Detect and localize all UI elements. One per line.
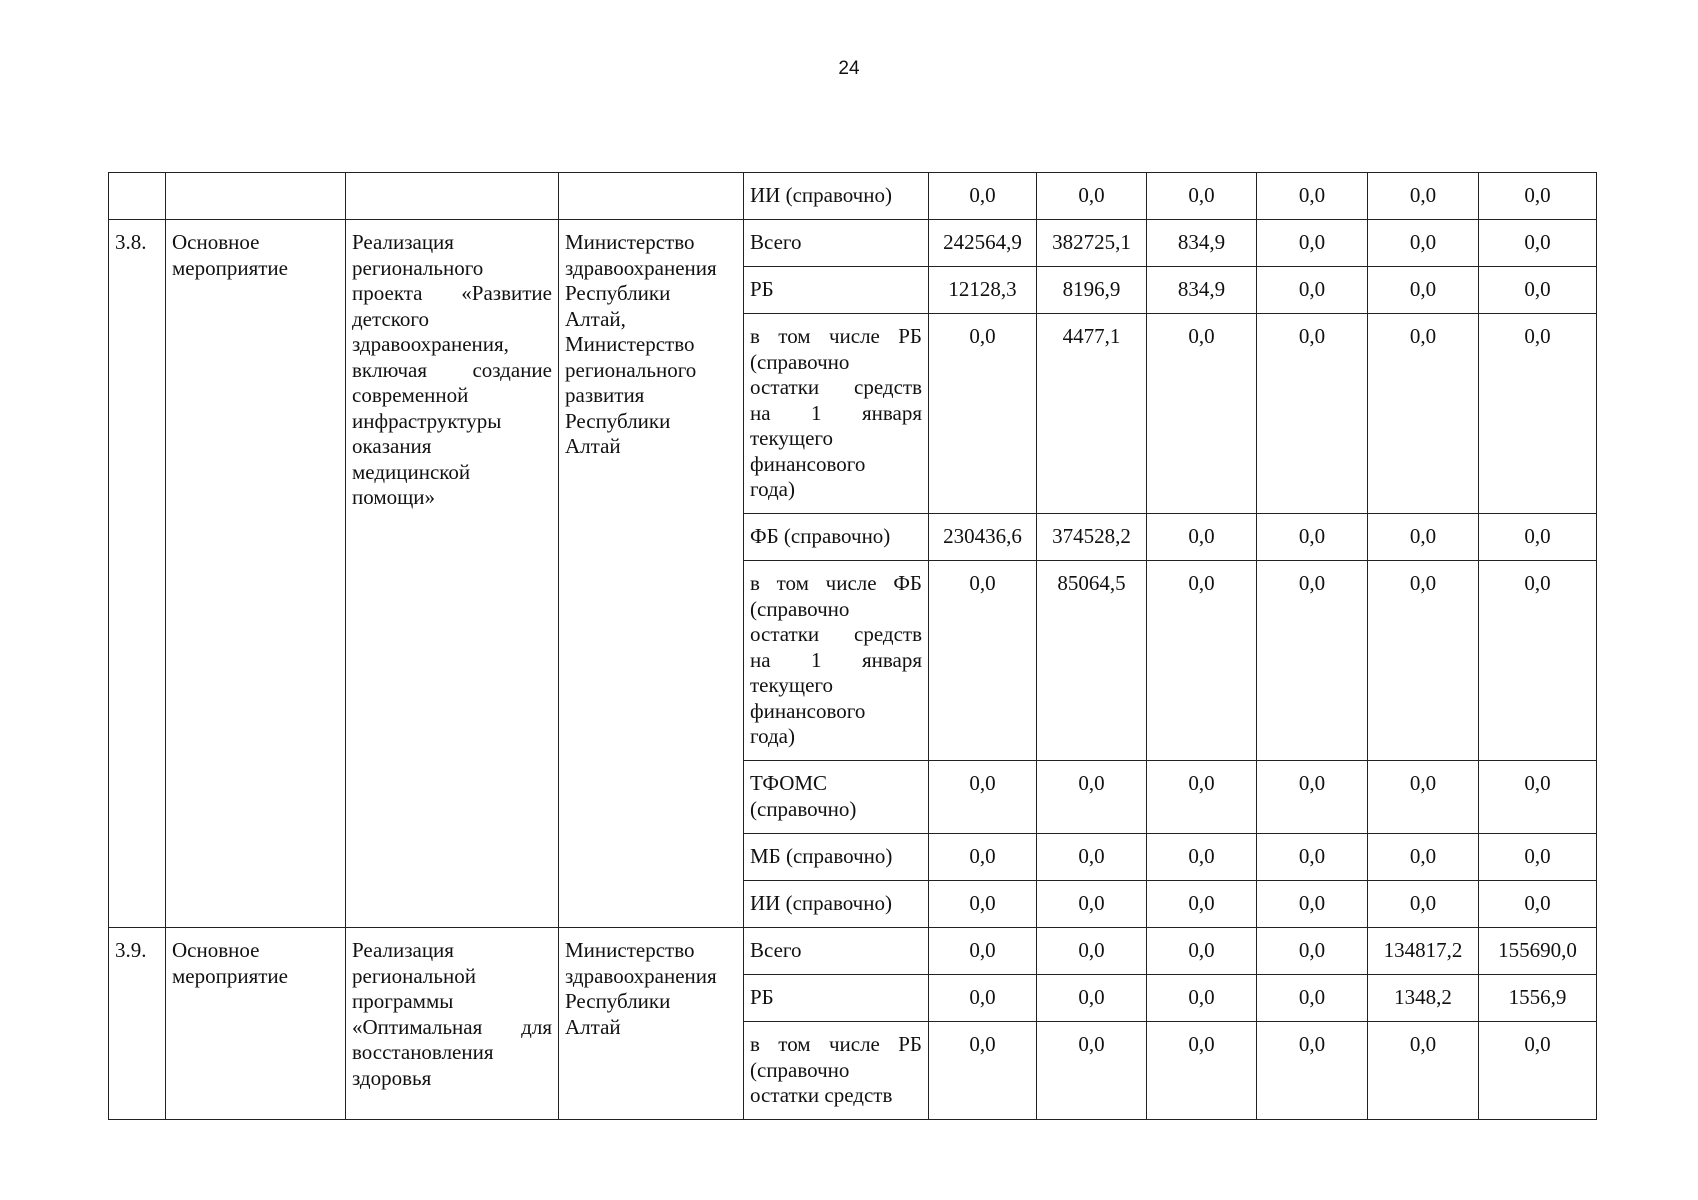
- amount-cell: 0,0: [1368, 514, 1479, 561]
- amount-cell: 12128,3: [929, 267, 1037, 314]
- item-number: 3.9.: [109, 928, 166, 1120]
- amount-cell: 0,0: [1257, 928, 1368, 975]
- item-executor: Министерство здравоохранения Республики Алтай: [559, 928, 744, 1120]
- amount-cell: 0,0: [1368, 173, 1479, 220]
- amount-cell: 0,0: [1479, 514, 1597, 561]
- amount-cell: 0,0: [1147, 975, 1257, 1022]
- amount-cell: 0,0: [1147, 928, 1257, 975]
- amount-cell: 0,0: [1037, 1022, 1147, 1120]
- amount-cell: 0,0: [1479, 314, 1597, 514]
- amount-cell: 1348,2: [1368, 975, 1479, 1022]
- amount-cell: 0,0: [1479, 220, 1597, 267]
- amount-cell: 0,0: [1257, 561, 1368, 761]
- amount-cell: 0,0: [1257, 761, 1368, 834]
- amount-cell: 834,9: [1147, 220, 1257, 267]
- amount-cell: 0,0: [1257, 173, 1368, 220]
- amount-cell: 0,0: [929, 561, 1037, 761]
- amount-cell: 0,0: [929, 1022, 1037, 1120]
- funding-source: Всего: [744, 928, 929, 975]
- amount-cell: 374528,2: [1037, 514, 1147, 561]
- item-executor: [559, 173, 744, 220]
- amount-cell: 0,0: [1037, 975, 1147, 1022]
- amount-cell: 0,0: [1368, 834, 1479, 881]
- amount-cell: 0,0: [1257, 267, 1368, 314]
- amount-cell: 0,0: [1479, 834, 1597, 881]
- funding-source: ФБ (справочно): [744, 514, 929, 561]
- item-type: Основное мероприятие: [166, 928, 346, 1120]
- amount-cell: 0,0: [1037, 834, 1147, 881]
- item-type: [166, 173, 346, 220]
- amount-cell: 0,0: [1147, 881, 1257, 928]
- amount-cell: 0,0: [1147, 561, 1257, 761]
- amount-cell: 0,0: [1368, 561, 1479, 761]
- item-number: 3.8.: [109, 220, 166, 928]
- amount-cell: 0,0: [1147, 1022, 1257, 1120]
- amount-cell: 0,0: [1257, 834, 1368, 881]
- funding-source: РБ: [744, 267, 929, 314]
- funding-source: РБ: [744, 975, 929, 1022]
- item-name: Реализация региональной программы «Оптимальная для восстановления здоровья: [346, 928, 559, 1120]
- amount-cell: 0,0: [1147, 173, 1257, 220]
- funding-source: в том числе РБ (справочно остатки средств на 1 января текущего финансового года): [744, 314, 929, 514]
- amount-cell: 134817,2: [1368, 928, 1479, 975]
- amount-cell: 0,0: [1147, 834, 1257, 881]
- amount-cell: 0,0: [1368, 314, 1479, 514]
- amount-cell: 0,0: [1368, 1022, 1479, 1120]
- table-row: [109, 173, 1697, 220]
- amount-cell: 8196,9: [1037, 267, 1147, 314]
- amount-cell: 230436,6: [929, 514, 1037, 561]
- funding-source: в том числе РБ (справочно остатки средств: [744, 1022, 929, 1120]
- amount-cell: 0,0: [1257, 514, 1368, 561]
- funding-source: МБ (справочно): [744, 834, 929, 881]
- amount-cell: 0,0: [1479, 1022, 1597, 1120]
- table-row: [109, 220, 1697, 267]
- page-number: 24: [838, 58, 860, 79]
- amount-cell: 382725,1: [1037, 220, 1147, 267]
- amount-cell: 1556,9: [1479, 975, 1597, 1022]
- amount-cell: 0,0: [929, 975, 1037, 1022]
- budget-table: [108, 172, 1697, 1120]
- amount-cell: 0,0: [1368, 220, 1479, 267]
- amount-cell: 0,0: [929, 314, 1037, 514]
- table-body: [109, 173, 1697, 1120]
- table-row: [109, 928, 1697, 975]
- funding-source: ИИ (справочно): [744, 173, 929, 220]
- amount-cell: 0,0: [1257, 975, 1368, 1022]
- amount-cell: 0,0: [1479, 881, 1597, 928]
- amount-cell: 0,0: [1037, 173, 1147, 220]
- amount-cell: 0,0: [1037, 928, 1147, 975]
- amount-cell: 0,0: [929, 928, 1037, 975]
- item-name: [346, 173, 559, 220]
- amount-cell: 0,0: [1257, 1022, 1368, 1120]
- amount-cell: 0,0: [1479, 761, 1597, 834]
- item-type: Основное мероприятие: [166, 220, 346, 928]
- amount-cell: 0,0: [1147, 314, 1257, 514]
- amount-cell: 834,9: [1147, 267, 1257, 314]
- item-executor: Министерство здравоохранения Республики Алтай, Министерство регионального развития Республики Алтай: [559, 220, 744, 928]
- amount-cell: 0,0: [1257, 314, 1368, 514]
- amount-cell: 0,0: [1257, 220, 1368, 267]
- amount-cell: 0,0: [1368, 881, 1479, 928]
- amount-cell: 85064,5: [1037, 561, 1147, 761]
- amount-cell: 0,0: [1368, 761, 1479, 834]
- amount-cell: 0,0: [1368, 267, 1479, 314]
- amount-cell: 0,0: [1479, 173, 1597, 220]
- item-name: Реализация регионального проекта «Развитие детского здравоохранения, включая создание современной инфраструктуры оказания медицинской помощи»: [346, 220, 559, 928]
- funding-source: ИИ (справочно): [744, 881, 929, 928]
- funding-source: Всего: [744, 220, 929, 267]
- item-number: [109, 173, 166, 220]
- amount-cell: 0,0: [1037, 761, 1147, 834]
- amount-cell: 0,0: [1037, 881, 1147, 928]
- amount-cell: 0,0: [1147, 761, 1257, 834]
- funding-source: ТФОМС (справочно): [744, 761, 929, 834]
- amount-cell: 0,0: [1257, 881, 1368, 928]
- amount-cell: 0,0: [1147, 514, 1257, 561]
- amount-cell: 0,0: [929, 834, 1037, 881]
- amount-cell: 0,0: [1479, 267, 1597, 314]
- amount-cell: 0,0: [929, 881, 1037, 928]
- amount-cell: 0,0: [1479, 561, 1597, 761]
- amount-cell: 155690,0: [1479, 928, 1597, 975]
- amount-cell: 0,0: [929, 761, 1037, 834]
- amount-cell: 0,0: [929, 173, 1037, 220]
- funding-source: в том числе ФБ (справочно остатки средств на 1 января текущего финансового года): [744, 561, 929, 761]
- amount-cell: 242564,9: [929, 220, 1037, 267]
- amount-cell: 4477,1: [1037, 314, 1147, 514]
